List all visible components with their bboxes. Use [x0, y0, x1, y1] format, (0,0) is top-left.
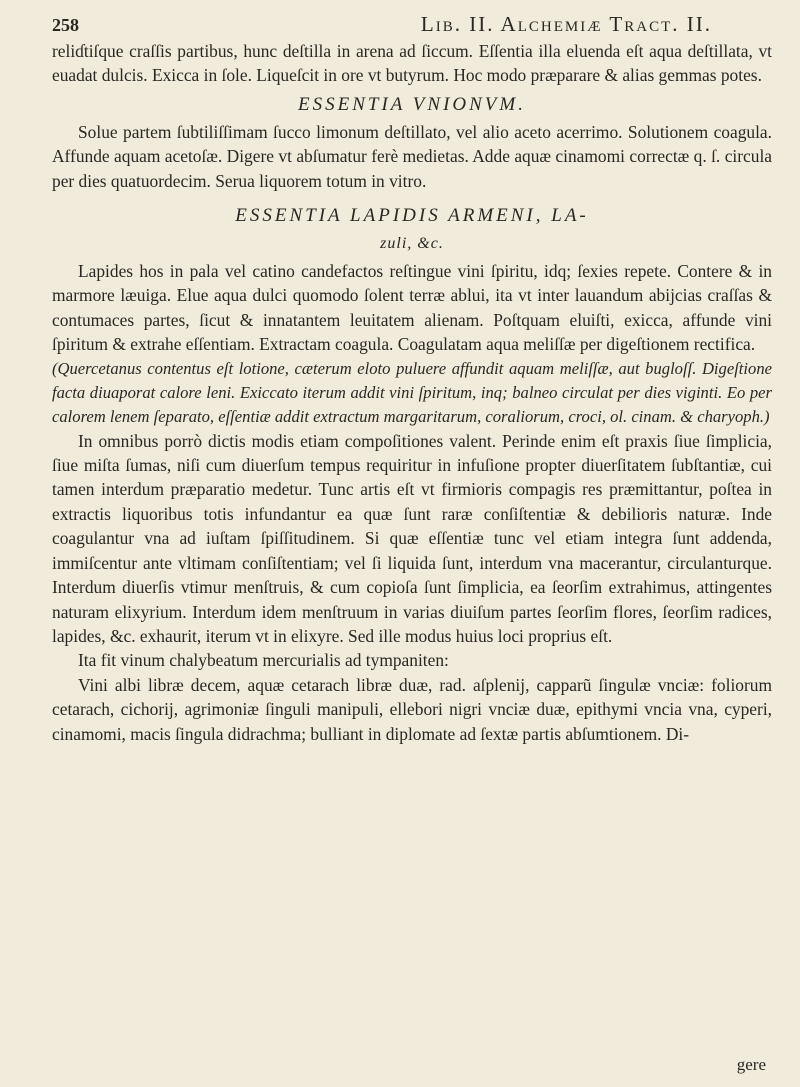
paragraph-quercetanus-note: (Quercetanus contentus eſt lotione, cæterum eloto puluere affundit aquam meliſſæ, aut bugloſſ. Digeſtione facta diuaporat calore leni. Exiccato iterum addit vini ſpiritum, inq; balneo circulat per dies viginti. Eo per calorem lenem ſeparato, eſſentiæ addit extractum margaritarum, coraliorum, croci, ol. cinam. & charyoph.)	[52, 358, 772, 426]
running-head	[52, 12, 772, 37]
page-number: 258	[52, 15, 79, 35]
paragraph-vinum-recipe: Vini albi libræ decem, aquæ cetarach libræ duæ, rad. aſplenij, capparũ ſingulæ vnciæ: foliorum cetarach, cichorij, agrimoniæ ſinguli manipuli, ellebori nigri vnciæ duæ, epithymi vncia vna, cyperi, cinamomi, macis ſingula didrachma; bulliant in diplomate ad ſextæ partis abſumtionem. Di-	[52, 674, 772, 744]
heading-essentia-vnionum: ESSENTIA VNIONVM.	[298, 93, 526, 115]
paragraph-vinum-chalybeatum: Ita fit vinum chalybeatum mercurialis ad tympaniten:	[78, 650, 449, 671]
heading-essentia-lapidis-cont: zuli, &c.	[380, 235, 444, 253]
running-title: Lib. II. Alchemiæ Tract. II.	[420, 12, 712, 36]
paragraph-lapides-recipe: Lapides hos in pala vel catino candefactos reſtingue vini ſpiritu, idq; ſexies repete. Contere & in marmore læuiga. Elue aqua dulci quomodo ſolent terræ ablui, ita vt inter lauandum abijcias craſſas & contumaces partes, ſicut & innatantem leuitatem alienam. Poſtquam eluiſti, exicca, affunde vini ſpiritum & extrahe eſſentiam. Extractam coagula. Coagulatam aqua meliſſæ per digeſtionem rectifica.	[52, 261, 772, 355]
paragraph-vnionum-recipe: Solue partem ſubtiliſſimam ſucco limonum deſtillato, vel alio aceto acerrimo. Solutionem coagula. Affunde aquam acetoſæ. Digere vt abſumatur ferè medietas. Adde aquæ cinamomi correctæ q. ſ. circula per dies quatuordecim. Serua liquorem totum in vitro.	[52, 121, 772, 191]
heading-essentia-lapidis: ESSENTIA LAPIDIS ARMENI, LA-	[235, 205, 589, 227]
catchword: gere	[736, 1055, 766, 1074]
paragraph-compositiones: In omnibus porrò dictis modis etiam compoſitiones valent. Perinde enim eſt praxis ſiue ſimplicia, ſiue miſta ſumas, niſi cum diuerſum tempus requiritur in infuſione propter diuerſitatem ſubſtantiæ, cui tamen interdum præparatio medetur. Tunc artis eſt vt firmioris compagis res præmittantur, poſtea in extractis liquoribus totis infundantur ea quæ ſunt raræ conſiſtentiæ & debilioris naturæ. Inde coagulantur vna ad iuſtam ſpiſſitudinem. Si quæ eſſentiæ tunc vel etiam integra ſunt addenda, immiſcentur ante vltimam conſiſtentiam; vel ſi liquida ſunt, interdum vna macerantur, circulanturque. Interdum diuerſis vtimur menſtruis, & cum copioſa ſunt ſimplicia, ea ſeorſim extrahimus, attingentes naturam elixyrium. Interdum idem menſtruum in varias diuiſum partes ſeorſim flores, ſeorſim radices, lapides, &c. exhaurit, iterum vt in elixyre. Sed ille modus huius loci proprius eſt.	[52, 430, 772, 646]
paragraph-gemstone-end: reliɗtiſque craſſis partibus, hunc deſtilla in arena ad ſiccum. Eſſentia illa eluenda eſt aqua deſtillata, vt euadat dulcis. Exicca in ſole. Liqueſcit in ore vt butyrum. Hoc modo præparare & alias gemmas potes.	[52, 41, 772, 86]
